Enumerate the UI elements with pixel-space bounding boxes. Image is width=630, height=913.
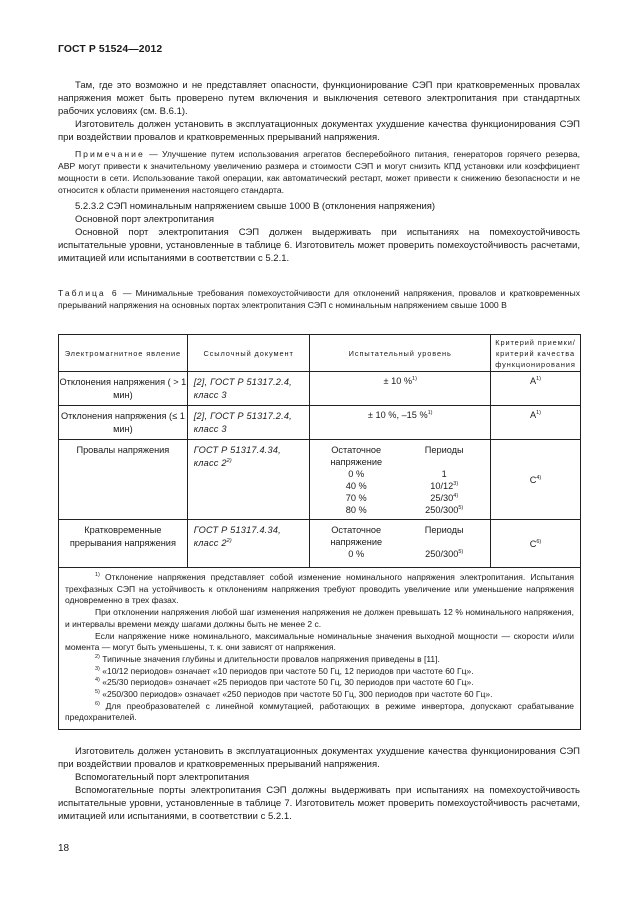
cell-test-level xyxy=(310,440,491,520)
table-footnotes-row xyxy=(59,568,581,730)
intro-block xyxy=(58,79,580,265)
footnote: При отклонении напряжения любой шаг изменения напряжения не должен превышать 12 % номинального напряжения, и интервалы времени между шагами должны быть не менее 2 с. xyxy=(65,607,574,629)
header-phenomenon: Электромагнитное явление xyxy=(59,335,188,372)
subsection-title: Вспомогательный порт электропитания xyxy=(75,772,250,783)
header-test-level: Испытательный уровень xyxy=(310,335,491,372)
paragraph-4: Изготовитель должен установить в эксплуатационных документах ухудшение качества функционирования СЭП при воздействии провалов и кратковременных прерываний напряжения. xyxy=(58,746,580,770)
table-6 xyxy=(58,334,581,730)
footnote: Если напряжение ниже номинального, максимальные номинальные значения выходной мощности — скорости и/или момента — могут быть уменьшены, т. к. они зависят от напряжения. xyxy=(65,630,574,653)
footnote: $^{5)}$ «250/300 периодов» означает «250 периодов при частоте 50 Гц, 300 периодов при частоте 60 Гц». xyxy=(95,689,493,700)
cell-criterion: $A^{1)}$ xyxy=(491,406,581,440)
residual-voltage-column: Остаточное напряжение 0 % 40 % 70 % 80 % xyxy=(330,445,383,515)
table-caption xyxy=(58,288,580,312)
note-text: — Улучшение путем использования агрегатов бесперебойного питания, генераторов горячего резерва, АВР могут привести к значительному увеличению размера и стоимости СЭП и могут снизить КПД установки или коэффициент мощности в сети. Использование такой операции, как автоматический рестарт, может привести к снижению безопасности и не относится к области применения настоящего стандарта. xyxy=(58,149,580,195)
table-footnotes xyxy=(59,568,581,730)
cell-reference: [2], ГОСТ Р 51317.2.4, класс 3 xyxy=(187,406,310,440)
table-header-row xyxy=(59,335,581,372)
table-row xyxy=(59,520,581,568)
table-row xyxy=(59,440,581,520)
paragraph-3: Основной порт электропитания СЭП должен выдерживать при испытаниях на помехоустойчивость испытательные уровни, установленные в таблице 6. Изготовитель может проверить помехоустойчивость расчетами, имитацией или испытаниями в соответствии с 5.2.1. xyxy=(58,227,580,264)
paragraph-2: Изготовитель должен установить в эксплуатационных документах ухудшение качества функционирования СЭП при воздействии провалов и кратковременных прерываний напряжения. xyxy=(58,119,580,143)
cell-reference: ГОСТ Р 51317.4.34, класс 2$^{2)}$ xyxy=(187,440,310,520)
note-label: Примечание xyxy=(75,149,145,159)
table-caption-text: — Минимальные требования помехоустойчивости для отклонений напряжения, провалов и кратковременных прерываний напряжения на основных портах электропитания СЭП с номинальным напряжением свыше 1000 В xyxy=(58,288,580,310)
paragraph-1: Там, где это возможно и не представляет опасности, функционирование СЭП при кратковременных провалах напряжения может быть проверено путем включения и выключения сетевого электропитания при стандартных рабочих условиях (см. В.6.1). xyxy=(58,80,580,117)
cell-criterion: $C^{4)}$ xyxy=(491,440,581,520)
cell-phenomenon: Провалы напряжения xyxy=(59,440,188,520)
footnote: $^{3)}$ «10/12 периодов» означает «10 периодов при частоте 50 Гц, 12 периодов при частоте 60 Гц». xyxy=(95,665,474,676)
cell-criterion: $A^{1)}$ xyxy=(491,372,581,406)
header-criterion: Критерий приемки/ критерий качества функционирования xyxy=(491,335,581,372)
cell-test-level: ± 10 %, –15 %$^{1)}$ xyxy=(310,406,491,440)
section-title: 5.2.3.2 СЭП номинальным напряжением свыше 1000 В (отклонения напряжения) xyxy=(75,201,436,212)
residual-voltage-column: Остаточное напряжение 0 % xyxy=(330,525,383,559)
footnote: $^{1)}$ Отклонение напряжения представляет собой изменение номинального напряжения электропитания. Испытания трехфазных СЭП на устойчивость к отклонениям напряжения требуют проводить увеличение или уменьшение напряжения одновременно в трех фазах. xyxy=(65,572,574,606)
cell-phenomenon: Отклонения напряжения (≤ 1 мин) xyxy=(59,406,188,440)
document-header: ГОСТ Р 51524—2012 xyxy=(58,44,163,55)
note xyxy=(58,148,580,196)
footnote: $^{4)}$ «25/30 периодов» означает «25 периодов при частоте 50 Гц, 30 периодов при частоте 60 Гц». xyxy=(95,677,474,688)
table-row xyxy=(59,372,581,406)
footnote: $^{2)}$ Типичные значения глубины и длительности провалов напряжения приведены в [11]. xyxy=(95,653,440,664)
closing-block xyxy=(58,745,580,823)
cell-reference: ГОСТ Р 51317.4.34, класс 2$^{2)}$ xyxy=(187,520,310,568)
cell-phenomenon: Кратковременные прерывания напряжения xyxy=(59,520,188,568)
periods-column: Периоды 250/300$^{5)}$ xyxy=(424,525,464,559)
cell-test-level xyxy=(310,520,491,568)
table-row xyxy=(59,406,581,440)
cell-test-level: ± 10 %$^{1)}$ xyxy=(310,372,491,406)
footnote: $^{6)}$ Для преобразователей с линейной коммутацией, работающих в режиме инвертора, допускают срабатывание предохранителей. xyxy=(65,700,574,723)
table-label: Таблица 6 xyxy=(58,288,119,298)
page-number: 18 xyxy=(58,843,70,854)
periods-column: Периоды 1 10/12$^{3)}$ 25/30$^{4)}$ 250/300$^{5)}$ xyxy=(424,445,464,515)
cell-reference: [2], ГОСТ Р 51317.2.4, класс 3 xyxy=(187,372,310,406)
paragraph-5: Вспомогательные порты электропитания СЭП должны выдерживать при испытаниях на помехоустойчивость испытательные уровни, установленные в таблице 7. Изготовитель может проверить помехоустойчивость расчетами, имитацией или испытаниями, в соответствии с 5.2.1. xyxy=(58,785,580,822)
section-subtitle: Основной порт электропитания xyxy=(75,214,215,225)
cell-phenomenon: Отклонения напряжения ( > 1 мин) xyxy=(59,372,188,406)
cell-criterion: $C^{6)}$ xyxy=(491,520,581,568)
header-reference: Ссылочный документ xyxy=(187,335,310,372)
